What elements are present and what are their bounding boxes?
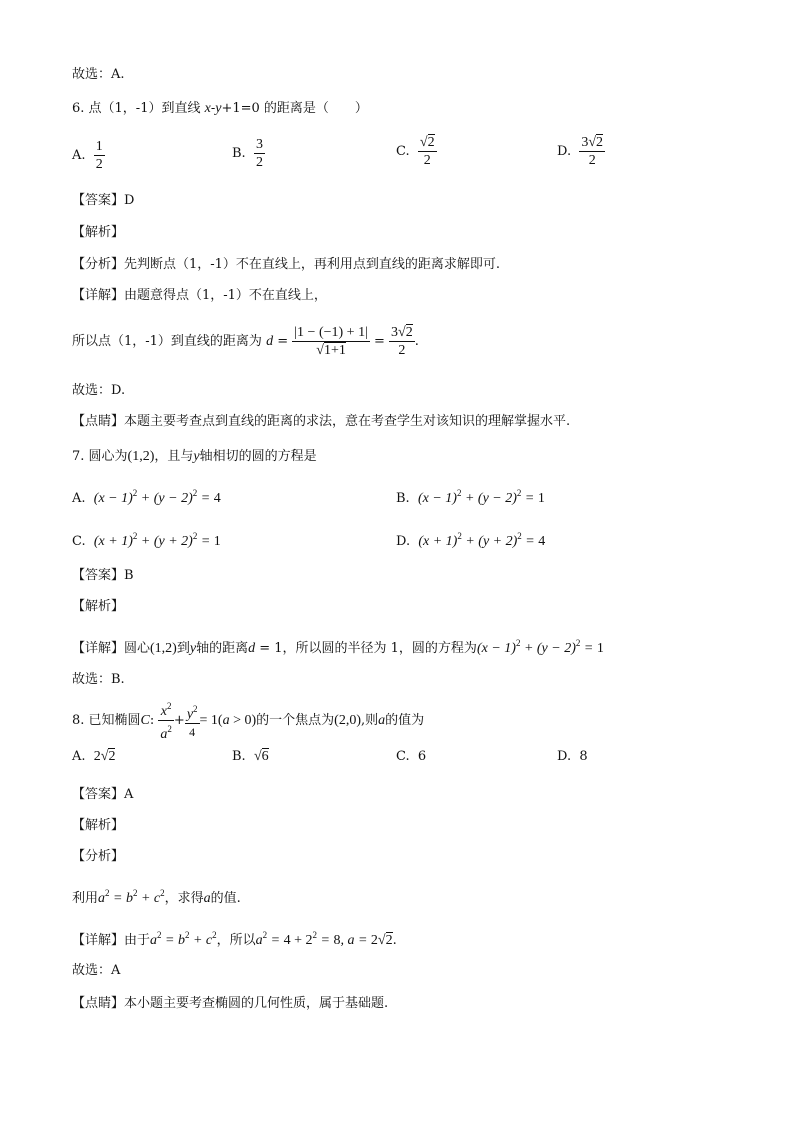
q6-calc-prefix: 所以点（1，-1）到直线的距离为	[72, 334, 262, 349]
q8-option-c: C. 6	[396, 749, 427, 764]
q8-dianjing: 【点睛】本小题主要考查椭圆的几何性质，属于基础题.	[72, 996, 389, 1011]
q6-answer: 【答案】D	[72, 193, 135, 208]
q7-xiangjie: 【详解】圆心(1,2)到y轴的距离d = 1，所以圆的半径为 1，圆的方程为$(x - 1)^2 + (y - 2)^2 = 1$	[72, 638, 604, 656]
prev-answer: 故选：A.	[72, 67, 125, 82]
q6-option-b: B. $\frac{3}{2}$	[232, 137, 263, 170]
q6-stem: 6. 点（1，-1）到直线 x-y+1=0 的距离是（ ）	[72, 101, 368, 116]
q8-answer: 【答案】A	[72, 787, 134, 802]
q8-fenxi: 【分析】	[72, 849, 125, 864]
q7-stem: 7. 圆心为(1,2)，且与y轴相切的圆的方程是	[72, 449, 317, 464]
q7-option-b: B. $(x - 1)^2 + (y - 2)^2 = 1$	[396, 488, 545, 506]
q6-xiangjie: 【详解】由题意得点（1，-1）不在直线上，	[72, 288, 327, 303]
q6-option-a: A. $\frac{1}{2}$	[72, 139, 103, 172]
q6-option-c: C. $\frac{√2}{2}$	[396, 135, 435, 168]
q6-option-d: D. $\frac{3√2}{2}$	[557, 135, 604, 168]
q8-option-d: D. 8	[557, 749, 588, 764]
q8-guxuan: 故选：A	[72, 963, 121, 978]
q7-guxuan: 故选：B.	[72, 672, 125, 687]
q7-jiexi: 【解析】	[72, 599, 125, 614]
q8-option-a: A. 2√2	[72, 749, 116, 764]
q6-jiexi: 【解析】	[72, 225, 125, 240]
q8-xiangjie: 【详解】由于$a^2 = b^2 + c^2$，所以$a^2 = 4 + 2^2 = 8$, a = 2√2.	[72, 930, 397, 948]
q7-answer: 【答案】B	[72, 568, 134, 583]
q8-option-b: B. √6	[232, 749, 269, 764]
q7-option-a: A. $(x - 1)^2 + (y - 2)^2 = 4$	[72, 488, 221, 506]
q6-calc: 所以点（1，-1）到直线的距离为 d = $\frac{|1 - (-1) + 1|}{√1+1}$ = $\frac{3√2}{2}$ .	[72, 325, 419, 358]
q6-guxuan: 故选：D.	[72, 383, 126, 398]
q8-fenxi-body: 利用$a^2 = b^2 + c^2$，求得a的值.	[72, 888, 241, 906]
q6-dianjing: 【点睛】本题主要考查点到直线的距离的求法，意在考查学生对该知识的理解掌握水平.	[72, 414, 571, 429]
q8-jiexi: 【解析】	[72, 818, 125, 833]
q7-option-d: D. $(x + 1)^2 + (y + 2)^2 = 4$	[396, 531, 546, 549]
q8-stem: 8. 已知椭圆C: $\frac{x^2}{a^2}$ + $\frac{y^2}{4}$ = 1(a > 0)的一个焦点为(2,0),则a的值为	[72, 698, 424, 743]
q6-fenxi: 【分析】先判断点（1，-1）不在直线上，再利用点到直线的距离求解即可.	[72, 257, 501, 272]
q7-option-c: C. $(x + 1)^2 + (y + 2)^2 = 1$	[72, 531, 221, 549]
